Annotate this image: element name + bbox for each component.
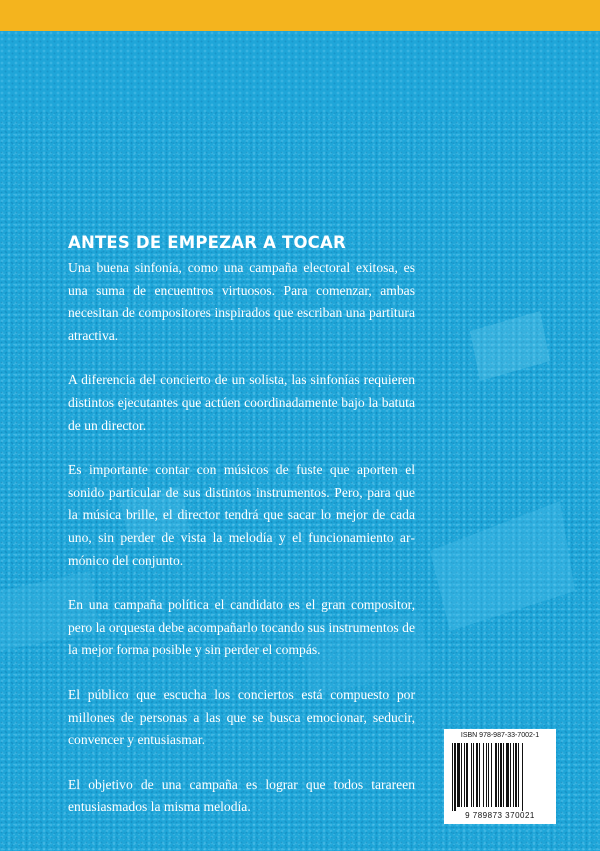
paragraph-4: En una campaña política el candidato es el gran compositor, pero la orquesta debe acompañarlo tocando sus instrumentos de la mejor forma posible y sin perder el compás. <box>68 597 415 658</box>
isbn-label: ISBN 978-987-33-7002-1 <box>460 732 540 739</box>
paragraph-5: El público que escucha los conciertos está compuesto por millones de personas a las que se busca emocionar, seducir, convencer y entusiasmar. <box>68 686 415 748</box>
paragraph-3: Es importante contar con músicos de fuste que aporten el sonido particular de sus distintos instrumentos. Pero, para que la música brille, el director tendrá que sacar lo mejor de cada uno, sin perder de vista la melodía y el funcionamiento armónico del conjunto. <box>68 462 415 568</box>
paragraph-2: A diferencia del concierto de un solista, las sinfonías requieren distintos ejecutantes que actúen coordinadamente bajo la batuta de un director. <box>68 372 415 433</box>
section-heading: ANTES DE EMPEZAR A TOCAR <box>68 233 346 252</box>
text-column <box>68 232 415 841</box>
isbn-barcode <box>444 729 556 824</box>
paragraph-1: Una buena sinfonía, como una campaña electoral exitosa, es una suma de encuentros virtuosos. Para comenzar, ambas necesitan de compositores inspirados que escriban una partitura atractiva. <box>68 260 415 343</box>
barcode-bars <box>450 743 550 811</box>
top-color-band <box>0 0 600 31</box>
barcode-digits: 9 789873 370021 <box>465 811 535 820</box>
paragraph-6: El objetivo de una campaña es lograr que todos tarareen entusiasmados la misma melodía. <box>68 776 415 815</box>
